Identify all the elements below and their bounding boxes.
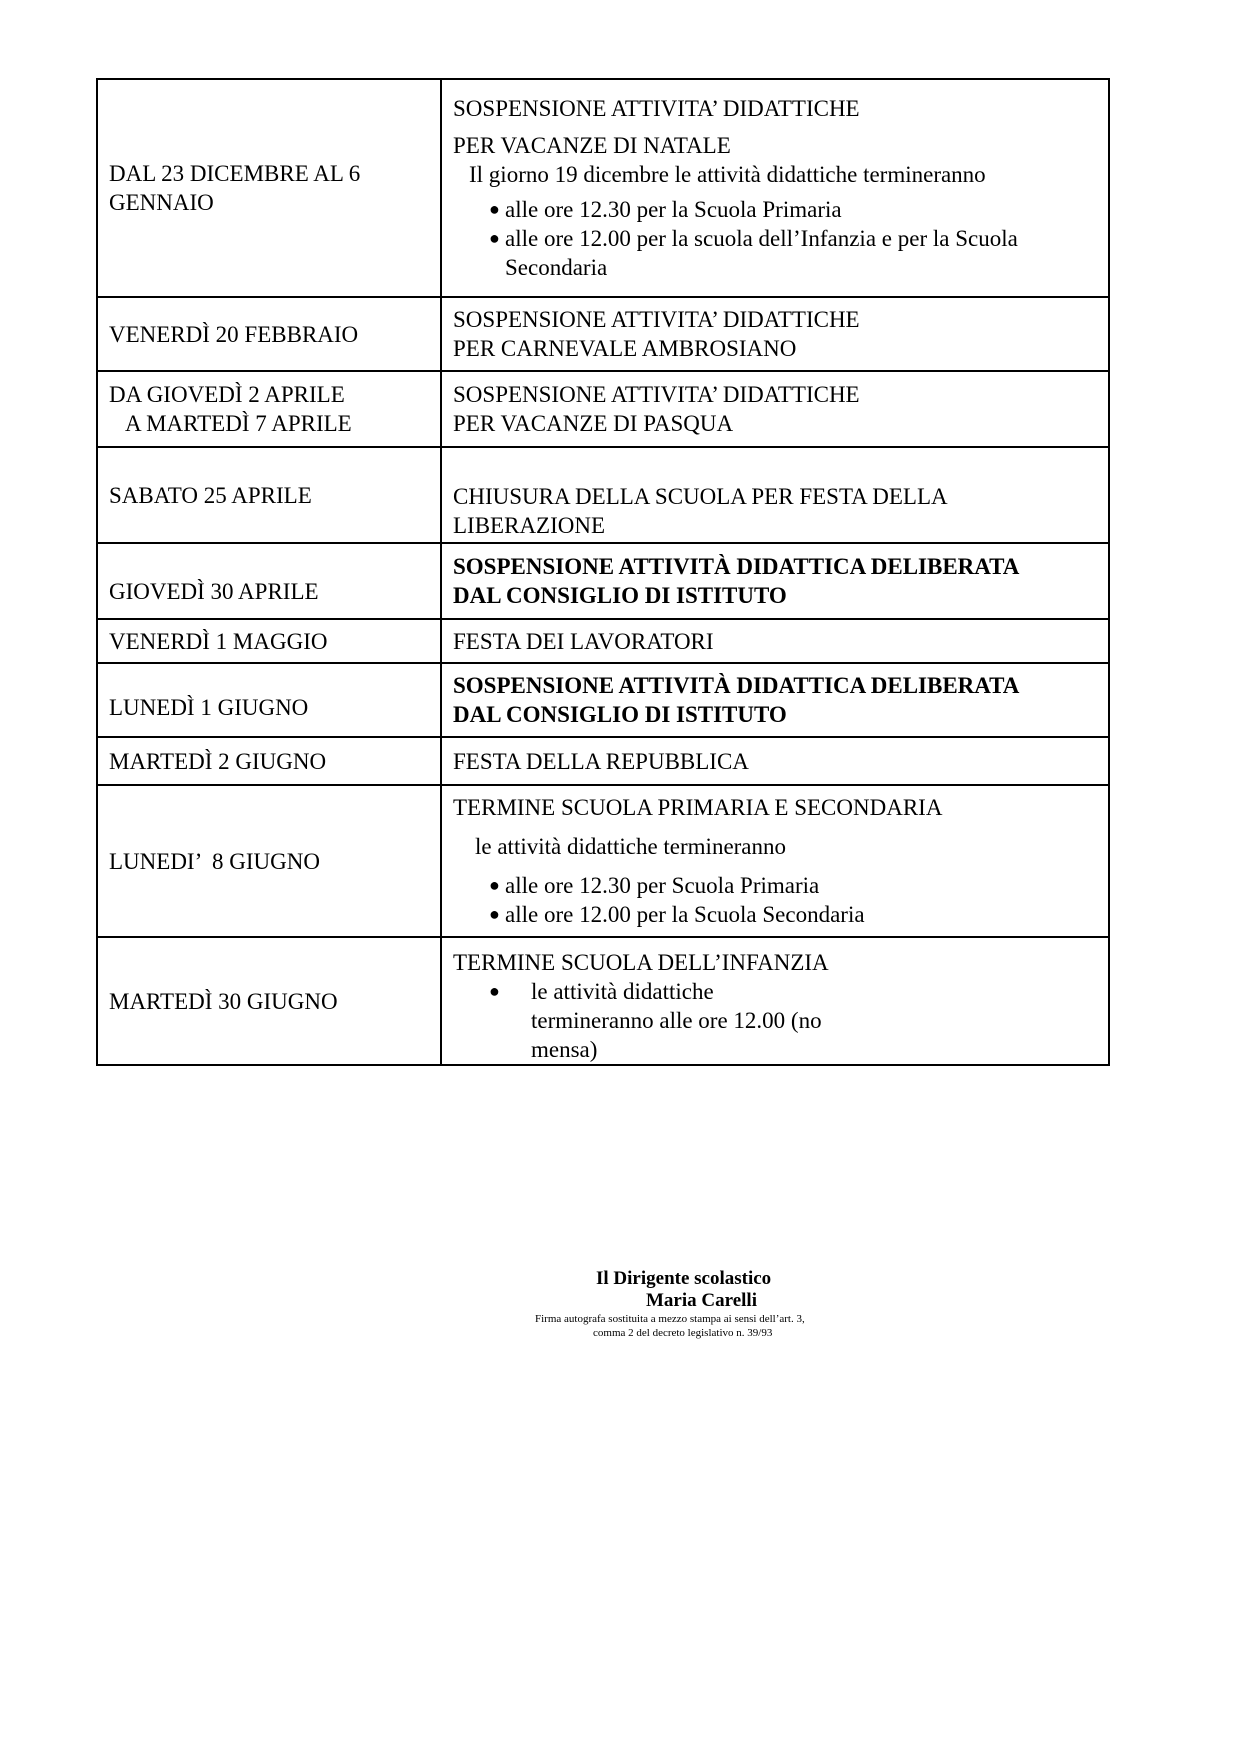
list-item-text: le attività didattiche xyxy=(531,979,714,1004)
date-cell xyxy=(97,663,441,737)
list-item-text: termineranno alle ore 12.00 (no xyxy=(531,1008,822,1033)
description-cell xyxy=(441,79,1109,297)
description-subtext: le attività didattiche termineranno xyxy=(475,834,787,859)
description-cell xyxy=(441,543,1109,619)
list-item-text: mensa) xyxy=(531,1037,598,1062)
date-cell xyxy=(97,543,441,619)
bullet-icon: ● xyxy=(489,199,500,219)
table-row xyxy=(97,663,1109,737)
date-text: LUNEDÌ 1 GIUGNO xyxy=(109,694,309,720)
date-text: VENERDÌ 1 MAGGIO xyxy=(109,628,328,654)
bullet-list xyxy=(453,871,1098,929)
description-cell xyxy=(441,737,1109,785)
date-cell xyxy=(97,785,441,937)
description-text: SOSPENSIONE ATTIVITA’ DIDATTICHE xyxy=(453,96,860,121)
list-item-text: alle ore 12.30 per Scuola Primaria xyxy=(505,873,820,898)
list-item xyxy=(489,977,1098,1064)
table-row xyxy=(97,543,1109,619)
table-row xyxy=(97,619,1109,663)
description-text: SOSPENSIONE ATTIVITÀ DIDATTICA DELIBERATA xyxy=(453,673,1020,698)
date-cell xyxy=(97,937,441,1065)
description-cell xyxy=(441,447,1109,543)
date-cell xyxy=(97,447,441,543)
description-text: DAL CONSIGLIO DI ISTITUTO xyxy=(453,702,787,727)
date-text: DAL 23 DICEMBRE AL 6 xyxy=(109,161,361,186)
bullet-icon: ● xyxy=(489,228,500,248)
description-text: PER CARNEVALE AMBROSIANO xyxy=(453,336,797,361)
description-text: TERMINE SCUOLA PRIMARIA E SECONDARIA xyxy=(453,795,943,820)
description-text: FESTA DELLA REPUBBLICA xyxy=(453,748,749,774)
date-text: DA GIOVEDÌ 2 APRILE xyxy=(109,382,345,407)
bullet-icon: ● xyxy=(489,875,500,895)
list-item xyxy=(489,224,1098,282)
description-text: CHIUSURA DELLA SCUOLA PER FESTA DELLA xyxy=(453,484,948,509)
list-item-text: alle ore 12.00 per la Scuola Secondaria xyxy=(505,902,865,927)
signature-note: Firma autografa sostituita a mezzo stampa ai sensi dell’art. 3, xyxy=(535,1313,805,1325)
date-text: GENNAIO xyxy=(109,190,214,215)
date-cell xyxy=(97,79,441,297)
list-item xyxy=(489,195,1098,224)
date-text: MARTEDÌ 30 GIUGNO xyxy=(109,988,338,1014)
description-text: TERMINE SCUOLA DELL’INFANZIA xyxy=(453,950,829,975)
table-row xyxy=(97,79,1109,297)
description-text: PER VACANZE DI PASQUA xyxy=(453,411,734,436)
table-row xyxy=(97,371,1109,447)
list-item-text: alle ore 12.00 per la scuola dell’Infanzia e per la Scuola Secondaria xyxy=(505,226,1018,280)
date-cell xyxy=(97,297,441,371)
signature-note: comma 2 del decreto legislativo n. 39/93 xyxy=(593,1327,773,1339)
date-cell xyxy=(97,371,441,447)
date-text: GIOVEDÌ 30 APRILE xyxy=(109,578,319,604)
bullet-list xyxy=(453,977,1098,1064)
signature-block xyxy=(500,1268,900,1340)
description-text: PER VACANZE DI NATALE xyxy=(453,133,731,158)
description-text: SOSPENSIONE ATTIVITA’ DIDATTICHE xyxy=(453,307,860,332)
list-item-text: alle ore 12.30 per la Scuola Primaria xyxy=(505,197,842,222)
description-cell xyxy=(441,785,1109,937)
date-text: MARTEDÌ 2 GIUGNO xyxy=(109,748,327,774)
bullet-list xyxy=(453,195,1098,282)
description-text: FESTA DEI LAVORATORI xyxy=(453,628,714,654)
description-subtext: Il giorno 19 dicembre le attività didattiche termineranno xyxy=(469,162,986,187)
bullet-icon: ● xyxy=(489,904,500,924)
description-cell xyxy=(441,937,1109,1065)
table-row xyxy=(97,785,1109,937)
description-cell xyxy=(441,663,1109,737)
description-text: SOSPENSIONE ATTIVITA’ DIDATTICHE xyxy=(453,382,860,407)
description-cell xyxy=(441,619,1109,663)
signature-name: Maria Carelli xyxy=(646,1290,757,1311)
description-text: LIBERAZIONE xyxy=(453,513,606,538)
date-text: LUNEDI’ 8 GIUGNO xyxy=(109,848,320,874)
table-row xyxy=(97,737,1109,785)
date-text: VENERDÌ 20 FEBBRAIO xyxy=(109,321,359,347)
table-row xyxy=(97,297,1109,371)
school-calendar-table xyxy=(96,78,1110,1066)
description-text: SOSPENSIONE ATTIVITÀ DIDATTICA DELIBERATA xyxy=(453,554,1020,579)
bullet-icon: ● xyxy=(489,981,500,1001)
date-text: A MARTEDÌ 7 APRILE xyxy=(125,411,352,436)
description-cell xyxy=(441,297,1109,371)
date-cell xyxy=(97,737,441,785)
table-row xyxy=(97,447,1109,543)
list-item xyxy=(489,871,1098,900)
description-cell xyxy=(441,371,1109,447)
date-cell xyxy=(97,619,441,663)
description-text: DAL CONSIGLIO DI ISTITUTO xyxy=(453,583,787,608)
list-item xyxy=(489,900,1098,929)
date-text: SABATO 25 APRILE xyxy=(109,482,312,508)
signature-role: Il Dirigente scolastico xyxy=(596,1268,772,1289)
table-row xyxy=(97,937,1109,1065)
